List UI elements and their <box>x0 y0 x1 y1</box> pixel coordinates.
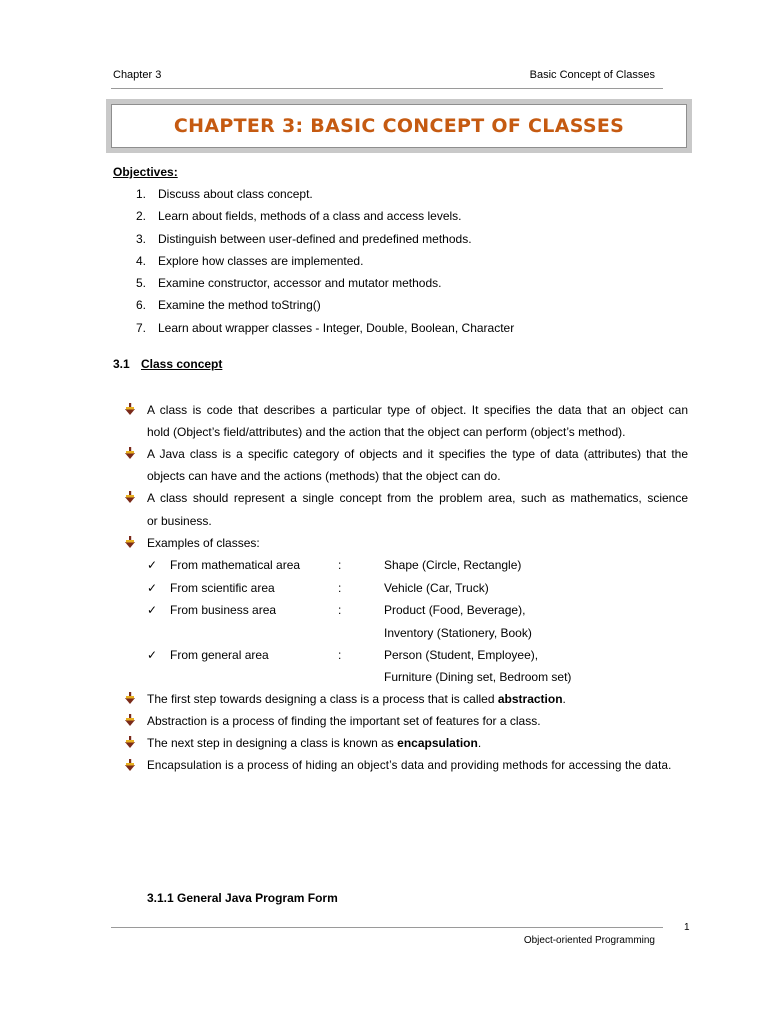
example-colon: : <box>338 648 342 662</box>
objective-item <box>136 250 514 272</box>
term-abstraction: abstraction <box>497 692 563 706</box>
arrow-bullet-icon <box>124 692 136 705</box>
example-area: From mathematical area <box>170 558 301 572</box>
text-run: . <box>562 692 566 706</box>
example-area: From general area <box>170 648 269 662</box>
arrow-bullet-icon <box>124 447 136 460</box>
check-icon: ✓ <box>147 603 158 617</box>
arrow-bullet-icon <box>124 491 136 504</box>
chapter-title: CHAPTER 3: BASIC CONCEPT OF CLASSES <box>173 115 625 137</box>
example-area: From scientific area <box>170 581 275 595</box>
objective-item <box>136 272 514 294</box>
objective-number: 1. <box>136 187 147 201</box>
objective-text: Explore how classes are implemented. <box>158 253 364 268</box>
paragraph-line: A class is code that describes a particular type of object. It specifies the data that an object can <box>147 403 688 417</box>
objective-number: 6. <box>136 298 147 313</box>
arrow-bullet-icon <box>124 403 136 416</box>
text-run: . <box>477 736 482 750</box>
objective-text: Examine constructor, accessor and mutator methods. <box>158 276 442 291</box>
objective-item <box>136 183 514 205</box>
running-header-chapter: Chapter 3 <box>113 69 162 81</box>
section-number: 3.1 <box>113 357 130 371</box>
objective-item <box>136 205 514 227</box>
objective-text: Examine the method toString() <box>158 298 321 313</box>
paragraph-line: Encapsulation is a process of hiding an object’s data and providing methods for accessing the data. <box>147 759 672 772</box>
check-icon: ✓ <box>147 581 158 595</box>
paragraph-line: A Java class is a specific category of objects and it specifies the type of data (attributes) that the <box>147 447 688 461</box>
paragraph-line: A class should represent a single concept from the problem area, such as mathematics, science <box>147 491 688 505</box>
example-class: Vehicle (Car, Truck) <box>384 581 489 595</box>
objective-text: Learn about wrapper classes - Integer, Double, Boolean, Character <box>158 320 515 335</box>
paragraph-line: or business. <box>147 514 212 528</box>
objective-number: 4. <box>136 253 147 268</box>
chapter-title-box <box>106 99 692 153</box>
header-rule <box>111 88 663 89</box>
example-class: Shape (Circle, Rectangle) <box>384 558 522 572</box>
example-class: Inventory (Stationery, Book) <box>384 626 532 640</box>
objective-text: Learn about fields, methods of a class and access levels. <box>158 209 462 224</box>
paragraph-line: objects can have and the actions (methods) that the object can do. <box>147 469 501 483</box>
example-colon: : <box>338 581 342 595</box>
running-header-title: Basic Concept of Classes <box>529 69 655 81</box>
text-run: The first step towards designing a class is a process that is called <box>147 692 498 706</box>
check-icon: ✓ <box>147 558 158 572</box>
paragraph-line: hold (Object’s field/attributes) and the action that the object can perform (object’s method). <box>147 425 626 439</box>
footer-rule <box>111 927 663 928</box>
example-class: Product (Food, Beverage), <box>384 603 526 617</box>
example-area: From business area <box>170 603 277 617</box>
objective-number: 7. <box>136 320 147 335</box>
text-run: The next step in designing a class is known as <box>147 736 398 750</box>
example-class: Person (Student, Employee), <box>384 648 539 662</box>
paragraph-line: Abstraction is a process of finding the important set of features for a class. <box>147 714 541 728</box>
objective-item <box>136 294 514 316</box>
term-encapsulation: encapsulation <box>397 736 478 750</box>
objective-text: Distinguish between user-defined and predefined methods. <box>158 231 472 246</box>
arrow-bullet-icon <box>124 736 136 749</box>
page-number: 1 <box>684 922 690 933</box>
objectives-heading: Objectives: <box>113 165 178 179</box>
objective-number: 3. <box>136 231 147 246</box>
objective-number: 2. <box>136 209 147 224</box>
chapter-title-frame <box>111 104 687 148</box>
paragraph-line <box>147 735 481 751</box>
arrow-bullet-icon <box>124 759 136 772</box>
paragraph-line <box>147 691 566 707</box>
objective-number: 5. <box>136 276 147 291</box>
subsection-heading: 3.1.1 General Java Program Form <box>147 891 338 905</box>
examples-label: Examples of classes: <box>147 536 260 550</box>
objectives-list <box>136 183 514 339</box>
arrow-bullet-icon <box>124 714 136 727</box>
arrow-bullet-icon <box>124 536 136 549</box>
objective-text: Discuss about class concept. <box>158 187 313 201</box>
objective-item <box>136 228 514 250</box>
objective-item <box>136 317 514 339</box>
example-colon: : <box>338 558 342 572</box>
example-class: Furniture (Dining set, Bedroom set) <box>384 670 572 684</box>
section-title: Class concept <box>141 357 223 371</box>
example-colon: : <box>338 603 342 617</box>
check-icon: ✓ <box>147 648 158 662</box>
footer-course-title: Object-oriented Programming <box>523 935 655 946</box>
